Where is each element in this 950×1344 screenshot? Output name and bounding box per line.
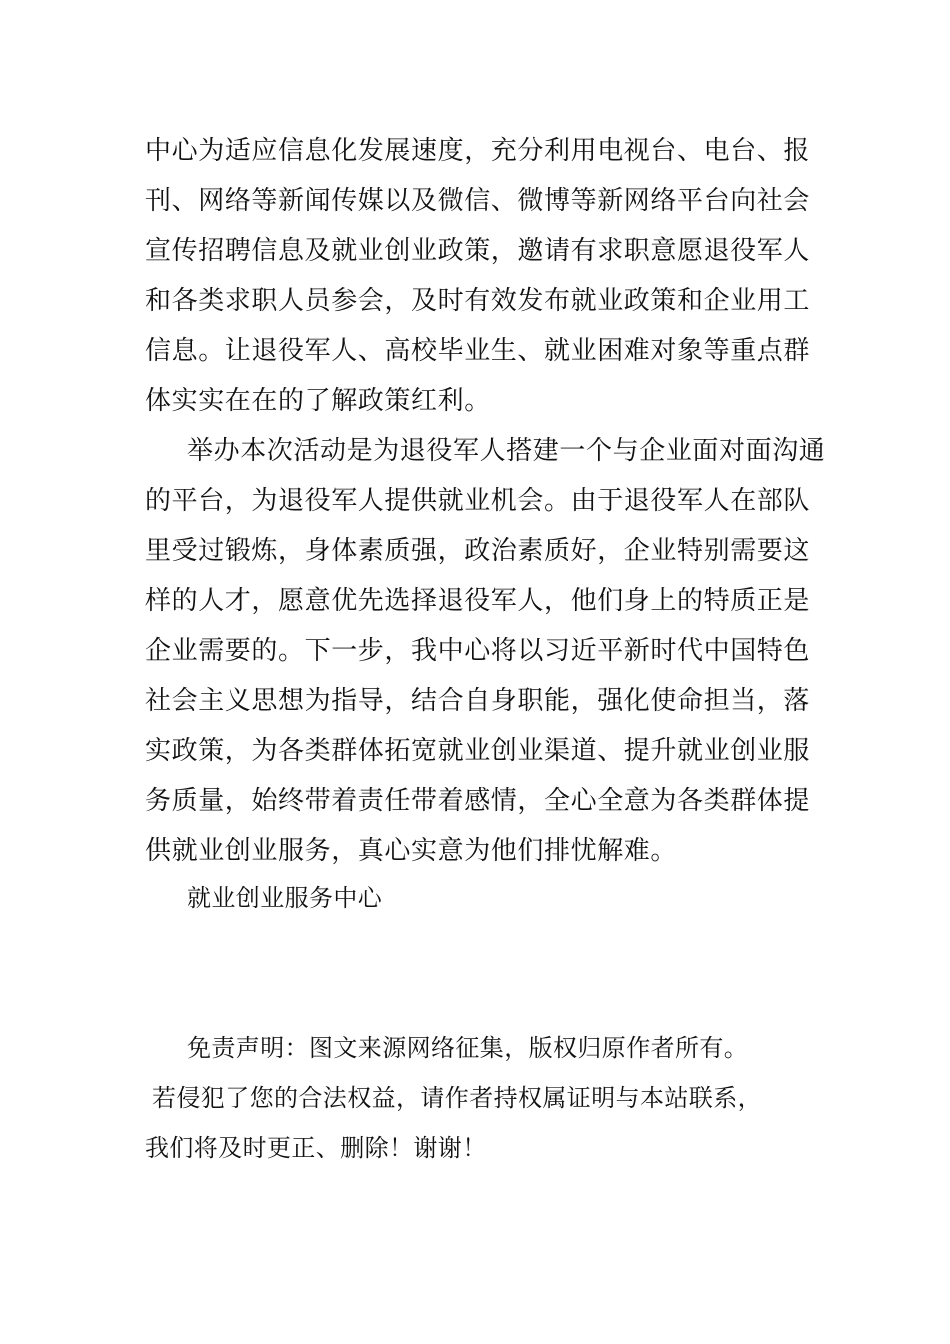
paragraph-2-line: 的平台，为退役军人提供就业机会。由于退役军人在部队 [145,486,811,516]
paragraph-2-line: 供就业创业服务，真心实意为他们排忧解难。 [145,836,678,866]
paragraph-1-line: 中心为适应信息化发展速度，充分利用电视台、电台、报 [145,136,811,166]
paragraph-1-line: 和各类求职人员参会，及时有效发布就业政策和企业用工 [145,286,811,316]
paragraph-1-line: 刊、网络等新闻传媒以及微信、微博等新网络平台向社会 [145,186,811,216]
paragraph-2-line: 社会主义思想为指导，结合自身职能，强化使命担当，落 [145,686,811,716]
signature: 就业创业服务中心 [187,884,383,912]
paragraph-2-line: 实政策，为各类群体拓宽就业创业渠道、提升就业创业服 [145,736,811,766]
paragraph-2-line: 企业需要的。下一步，我中心将以习近平新时代中国特色 [145,636,811,666]
paragraph-2-line: 里受过锻炼，身体素质强，政治素质好，企业特别需要这 [145,536,811,566]
paragraph-2-line: 务质量，始终带着责任带着感情，全心全意为各类群体提 [145,786,811,816]
disclaimer-line: 我们将及时更正、删除！谢谢！ [145,1134,487,1162]
paragraph-1-line: 体实实在在的了解政策红利。 [145,386,491,416]
paragraph-1-line: 信息。让退役军人、高校毕业生、就业困难对象等重点群 [145,336,811,366]
paragraph-1-line: 宣传招聘信息及就业创业政策，邀请有求职意愿退役军人 [145,236,811,266]
paragraph-2-line: 举办本次活动是为退役军人搭建一个与企业面对面沟通 [187,436,826,466]
disclaimer-line: 免责声明：图文来源网络征集，版权归原作者所有。 [187,1034,749,1062]
paragraph-2-line: 样的人才，愿意优先选择退役军人，他们身上的特质正是 [145,586,811,616]
disclaimer-line: 若侵犯了您的合法权益，请作者持权属证明与本站联系， [152,1084,762,1112]
